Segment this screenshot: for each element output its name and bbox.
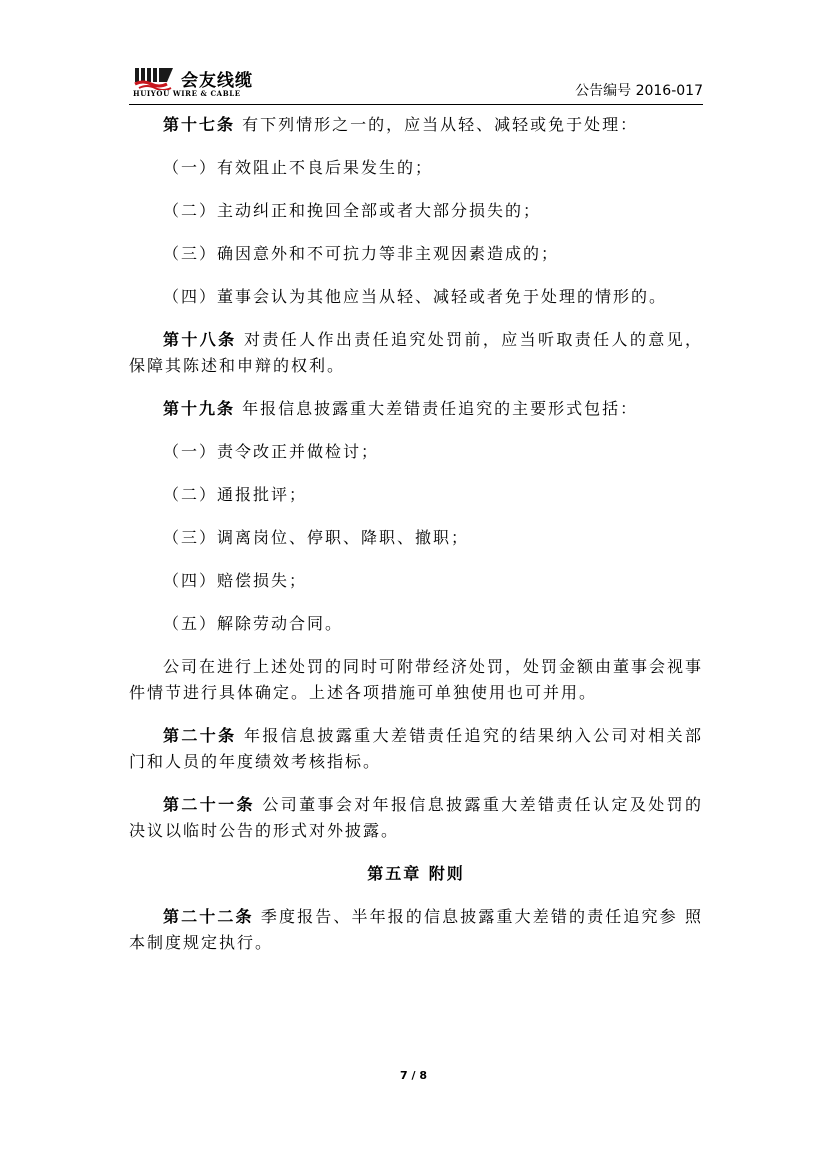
list-item bbox=[129, 198, 703, 224]
list-item-text: （三）调离岗位、停职、降职、撤职； bbox=[163, 528, 470, 547]
chapter-title: 第五章 附则 bbox=[367, 864, 465, 883]
article-text: 年报信息披露重大差错责任追究的结果纳入公司对相关部门和人员的年度绩效考核指标。 bbox=[129, 726, 703, 771]
paragraph-text: 公司在进行上述处罚的同时可附带经济处罚，处罚金额由董事会视事件情节进行具体确定。上述各项措施可单独使用也可并用。 bbox=[129, 657, 704, 702]
list-item-text: （一）有效阻止不良后果发生的； bbox=[163, 158, 434, 177]
list-item-text: （四）赔偿损失； bbox=[163, 571, 308, 590]
page-number: 7 / 8 bbox=[400, 1069, 427, 1082]
article-heading: 第十九条 bbox=[163, 399, 236, 418]
notice-number: 公告编号 2016-017 bbox=[575, 83, 703, 99]
list-item-text: （五）解除劳动合同。 bbox=[163, 614, 344, 633]
article-21 bbox=[129, 792, 703, 844]
list-item bbox=[129, 525, 703, 551]
article-text: 年报信息披露重大差错责任追究的主要形式包括： bbox=[235, 399, 639, 418]
list-item bbox=[129, 611, 703, 637]
list-item-text: （二）通报批评； bbox=[163, 485, 308, 504]
page-header bbox=[129, 64, 703, 105]
article-heading: 第十七条 bbox=[163, 115, 236, 134]
article-20 bbox=[129, 723, 703, 775]
article-heading: 第二十二条 bbox=[163, 907, 254, 926]
article-heading: 第二十一条 bbox=[163, 795, 255, 814]
article-text: 公司董事会对年报信息披露重大差错责任认定及处罚的决议以临时公告的形式对外披露。 bbox=[129, 795, 703, 840]
article-22 bbox=[129, 904, 703, 956]
list-item-text: （三）确因意外和不可抗力等非主观因素造成的； bbox=[163, 244, 560, 263]
list-item bbox=[129, 439, 703, 465]
huiyou-logo-icon bbox=[133, 66, 177, 90]
list-item bbox=[129, 155, 703, 181]
list-item bbox=[129, 568, 703, 594]
company-logo bbox=[129, 64, 289, 100]
body-paragraph bbox=[129, 654, 703, 706]
article-heading: 第十八条 bbox=[163, 330, 237, 349]
list-item-text: （四）董事会认为其他应当从轻、减轻或者免于处理的情形的。 bbox=[163, 287, 668, 306]
article-19 bbox=[129, 396, 703, 422]
list-item-text: （二）主动纠正和挽回全部或者大部分损失的； bbox=[163, 201, 542, 220]
article-text: 对责任人作出责任追究处罚前，应当听取责任人的意见，保障其陈述和申辩的权利。 bbox=[129, 330, 703, 375]
list-item bbox=[129, 241, 703, 267]
list-item bbox=[129, 284, 703, 310]
list-item-text: （一）责令改正并做检讨； bbox=[163, 442, 380, 461]
article-text: 有下列情形之一的，应当从轻、减轻或免于处理： bbox=[235, 115, 639, 134]
article-18 bbox=[129, 327, 703, 379]
logo-chinese-name: 会友线缆 bbox=[181, 71, 253, 91]
article-17 bbox=[129, 112, 703, 138]
article-text: 季度报告、半年报的信息披露重大差错的责任追究参 照本制度规定执行。 bbox=[129, 907, 703, 952]
document-body bbox=[129, 112, 703, 973]
article-heading: 第二十条 bbox=[163, 726, 237, 745]
list-item bbox=[129, 482, 703, 508]
logo-english-name: HUIYOU WIRE & CABLE bbox=[133, 89, 241, 98]
